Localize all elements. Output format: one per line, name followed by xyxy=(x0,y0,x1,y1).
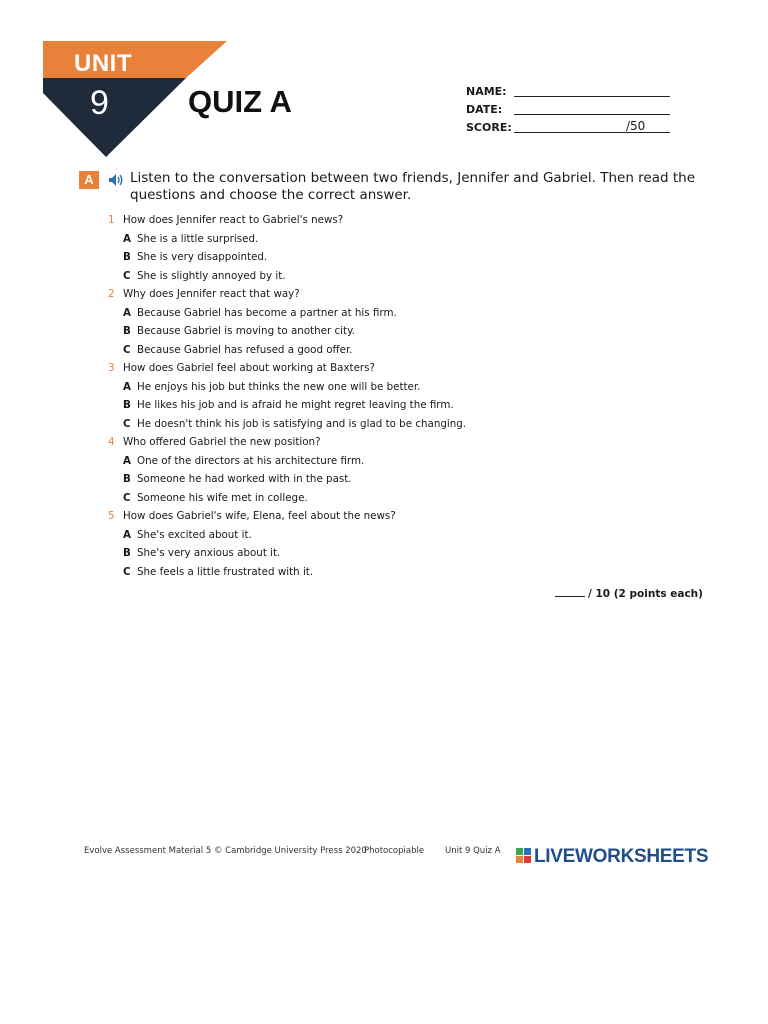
option-text: Because Gabriel has become a partner at his firm. xyxy=(137,306,397,319)
question-text: Who offered Gabriel the new position? xyxy=(123,436,321,448)
answer-option[interactable] xyxy=(108,304,668,323)
speaker-icon[interactable] xyxy=(108,172,124,188)
option-text: He doesn't think his job is satisfying and is glad to be changing. xyxy=(137,417,467,430)
points-input-line[interactable] xyxy=(555,596,585,597)
answer-option[interactable] xyxy=(108,489,668,508)
option-letter[interactable]: C xyxy=(123,343,131,356)
question-4 xyxy=(108,433,668,452)
answer-option[interactable] xyxy=(108,341,668,360)
answer-option[interactable] xyxy=(108,415,668,434)
score-total: /50 xyxy=(626,119,646,133)
footer-unit-ref: Unit 9 Quiz A xyxy=(445,846,501,856)
answer-option[interactable] xyxy=(108,470,668,489)
option-letter[interactable]: B xyxy=(123,399,131,411)
option-letter[interactable]: A xyxy=(123,232,131,245)
option-text: He likes his job and is afraid he might regret leaving the firm. xyxy=(137,399,454,411)
unit-number: 9 xyxy=(90,84,109,122)
option-text: Because Gabriel is moving to another city. xyxy=(137,325,355,337)
option-letter[interactable]: A xyxy=(123,380,131,393)
question-number: 3 xyxy=(108,362,115,374)
question-text: How does Gabriel feel about working at Baxters? xyxy=(123,362,375,374)
section-badge: A xyxy=(79,171,99,189)
question-3 xyxy=(108,359,668,378)
option-text: She feels a little frustrated with it. xyxy=(137,565,314,578)
option-text: He enjoys his job but thinks the new one will be better. xyxy=(137,380,421,393)
option-text: Because Gabriel has refused a good offer. xyxy=(137,343,353,356)
score-label: SCORE: xyxy=(466,121,512,134)
option-text: She's excited about it. xyxy=(137,528,252,541)
option-letter[interactable]: C xyxy=(123,269,131,282)
answer-option[interactable] xyxy=(108,378,668,397)
option-text: Someone he had worked with in the past. xyxy=(137,473,352,485)
option-letter[interactable]: C xyxy=(123,491,131,504)
logo-blocks-icon xyxy=(516,848,532,864)
option-letter[interactable]: B xyxy=(123,325,131,337)
question-number: 5 xyxy=(108,510,115,522)
section-points xyxy=(555,588,703,600)
answer-option[interactable] xyxy=(108,230,668,249)
points-label: / 10 (2 points each) xyxy=(588,588,703,600)
question-text: How does Gabriel's wife, Elena, feel about the news? xyxy=(123,510,396,522)
option-text: She's very anxious about it. xyxy=(137,547,281,559)
question-2 xyxy=(108,285,668,304)
option-letter[interactable]: A xyxy=(123,454,131,467)
option-text: She is very disappointed. xyxy=(137,251,268,263)
answer-option[interactable] xyxy=(108,452,668,471)
option-letter[interactable]: B xyxy=(123,547,131,559)
answer-option[interactable] xyxy=(108,322,668,341)
section-instructions: Listen to the conversation between two friends, Jennifer and Gabriel. Then read the questions and choose the correct answer. xyxy=(130,170,696,203)
answer-option[interactable] xyxy=(108,544,668,563)
date-input-line[interactable] xyxy=(514,114,670,115)
date-label: DATE: xyxy=(466,103,503,116)
unit-label: UNIT xyxy=(74,50,132,77)
option-letter[interactable]: A xyxy=(123,306,131,319)
question-text: How does Jennifer react to Gabriel's news? xyxy=(123,214,344,226)
option-text: Someone his wife met in college. xyxy=(137,491,308,504)
option-letter[interactable]: C xyxy=(123,565,131,578)
question-number: 4 xyxy=(108,436,115,448)
answer-option[interactable] xyxy=(108,248,668,267)
footer-photocopiable: Photocopiable xyxy=(364,846,425,856)
question-list xyxy=(108,211,668,581)
quiz-title: QUIZ A xyxy=(188,84,292,119)
option-letter[interactable]: B xyxy=(123,251,131,263)
question-text: Why does Jennifer react that way? xyxy=(123,288,300,300)
option-letter[interactable]: C xyxy=(123,417,131,430)
option-text: One of the directors at his architecture firm. xyxy=(137,454,365,467)
score-input-line[interactable] xyxy=(514,132,670,133)
question-number: 2 xyxy=(108,288,115,300)
footer-credit: Evolve Assessment Material 5 © Cambridge University Press 2020 xyxy=(84,846,367,856)
question-5 xyxy=(108,507,668,526)
question-number: 1 xyxy=(108,214,115,226)
answer-option[interactable] xyxy=(108,396,668,415)
answer-option[interactable] xyxy=(108,563,668,582)
name-input-line[interactable] xyxy=(514,96,670,97)
question-1 xyxy=(108,211,668,230)
option-letter[interactable]: A xyxy=(123,528,131,541)
answer-option[interactable] xyxy=(108,267,668,286)
option-text: She is slightly annoyed by it. xyxy=(137,269,286,282)
name-label: NAME: xyxy=(466,85,507,98)
option-letter[interactable]: B xyxy=(123,473,131,485)
logo-text: LIVEWORKSHEETS xyxy=(534,846,709,867)
option-text: She is a little surprised. xyxy=(137,232,259,245)
answer-option[interactable] xyxy=(108,526,668,545)
